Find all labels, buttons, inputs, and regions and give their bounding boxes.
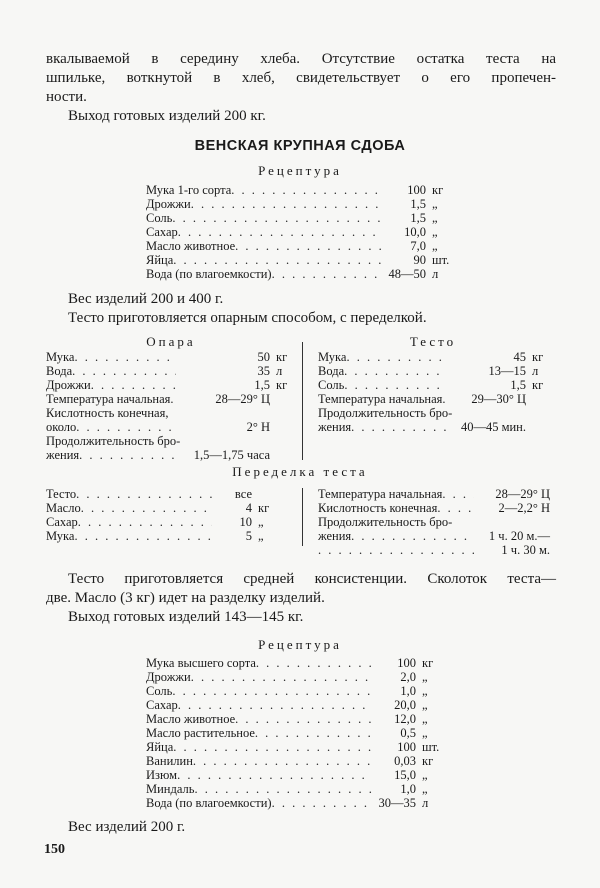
row-value: 10,0 [404, 225, 426, 239]
weight1: Вес изделий 200 и 400 г. [68, 291, 224, 307]
leader-dots [178, 698, 372, 712]
row-label: Яйца [146, 253, 174, 267]
row-label: Ванилин [146, 754, 193, 768]
table-row [146, 754, 452, 768]
table-row [146, 267, 462, 281]
row-value: 100 [397, 656, 416, 670]
testo-heading: Тесто [409, 334, 457, 349]
leader-dots [172, 211, 382, 225]
table-row [46, 515, 282, 529]
table-row [146, 197, 462, 211]
row-unit: кг [422, 656, 434, 670]
row-value: 28—29° Ц [215, 392, 270, 406]
method1: Тесто приготовляется опарным способом, с переделкой. [68, 310, 427, 326]
row-unit: л [276, 364, 283, 378]
row-label: Кислотность конечная [318, 501, 438, 515]
row-value: 1,5 [410, 197, 426, 211]
row-value: 2,0 [400, 670, 416, 684]
method2-line-1: Тесто приготовляется средней консистенции. Сколоток теста— [68, 571, 556, 587]
table-row [146, 253, 462, 267]
row-value: 5 [245, 529, 252, 543]
row-label: жения [318, 529, 352, 543]
leader-dots [256, 656, 372, 670]
table-row [318, 529, 550, 543]
table-row [146, 656, 452, 670]
row-value: 30—35 [378, 796, 416, 810]
leader-dots [442, 487, 474, 501]
leader-dots [191, 197, 382, 211]
row-value: 100 [397, 740, 416, 754]
column-divider-2 [302, 488, 303, 546]
table-row [46, 529, 282, 543]
row-value: 50 [257, 350, 270, 364]
row-value: 40—45 мин. [460, 420, 526, 434]
table-row [146, 712, 452, 726]
row-value: все [234, 487, 252, 501]
row-label: Кислотность конечная, [46, 406, 169, 420]
leader-dots [75, 350, 177, 364]
row-label: Яйца [146, 740, 174, 754]
leader-dots [272, 267, 382, 281]
table-row [46, 392, 296, 406]
row-label: Сахар [46, 515, 78, 529]
recipe2-heading: Рецептура [258, 637, 342, 652]
row-value: 90 [413, 253, 426, 267]
row-value: 0,5 [400, 726, 416, 740]
row-label: Изюм [146, 768, 178, 782]
leader-dots [91, 378, 176, 392]
page-number: 150 [44, 842, 65, 857]
row-unit: „ [432, 211, 438, 225]
recipe-title: ВЕНСКАЯ КРУПНАЯ СДОБА [194, 138, 406, 154]
method2-line-2: две. Масло (3 кг) идет на разделку изделий. [46, 590, 325, 606]
table-row [146, 684, 452, 698]
row-unit: „ [422, 670, 428, 684]
testo-table [318, 350, 550, 434]
table-row [318, 501, 550, 515]
table-row [318, 350, 550, 364]
row-unit: кг [276, 378, 288, 392]
table-row [46, 406, 296, 420]
leader-dots [437, 501, 474, 515]
table-row [146, 183, 462, 197]
row-value: 100 [407, 183, 426, 197]
table-row [318, 392, 550, 406]
row-unit: кг [532, 378, 544, 392]
row-value: 28—29° Ц [495, 487, 550, 501]
row-label: жения [318, 420, 352, 434]
row-unit: „ [422, 712, 428, 726]
row-value: 1,0 [400, 782, 416, 796]
row-value: 2° Н [246, 420, 270, 434]
row-unit: „ [422, 698, 428, 712]
row-value: 4 [245, 501, 252, 515]
row-unit: „ [432, 197, 438, 211]
row-label: Тесто [46, 487, 77, 501]
row-value: 10 [239, 515, 252, 529]
row-value: 7,0 [410, 239, 426, 253]
row-unit: „ [432, 239, 438, 253]
table-row [46, 434, 296, 448]
table-row [146, 670, 452, 684]
row-label: около [46, 420, 77, 434]
row-label: Мука [318, 350, 347, 364]
leader-dots [351, 420, 446, 434]
row-unit: „ [422, 726, 428, 740]
intro-line-1: вкалываемой в середину хлеба. Отсутствие остатка теста на [46, 51, 556, 67]
peredelka-left-table [46, 487, 282, 543]
leader-dots [76, 487, 212, 501]
row-label: Мука высшего сорта [146, 656, 256, 670]
row-label: Масло животное [146, 239, 236, 253]
peredelka-right-table [318, 487, 550, 557]
leader-dots [178, 225, 382, 239]
leader-dots [351, 529, 474, 543]
table-row [46, 487, 282, 501]
table-row [146, 768, 452, 782]
table-row [46, 378, 296, 392]
leader-dots [318, 543, 474, 557]
row-unit: кг [422, 754, 434, 768]
row-value: 2—2,2° Н [498, 501, 550, 515]
method2-yield: Выход готовых изделий 143—145 кг. [68, 609, 304, 625]
row-value: 35 [257, 364, 270, 378]
row-unit: „ [422, 684, 428, 698]
row-label: Масло [46, 501, 81, 515]
row-unit: кг [432, 183, 444, 197]
row-unit: „ [258, 515, 264, 529]
row-label: Дрожжи [146, 197, 191, 211]
table-row [318, 515, 550, 529]
row-value: 1,0 [400, 684, 416, 698]
row-unit: л [422, 796, 429, 810]
row-label: Вода [318, 364, 345, 378]
row-label: Вода (по влагоемкости) [146, 267, 272, 281]
leader-dots [344, 364, 446, 378]
row-label: Температура начальная [318, 487, 443, 501]
table-row [146, 698, 452, 712]
row-value: 29—30° Ц [471, 392, 526, 406]
row-label: Миндаль [146, 782, 195, 796]
table-row [46, 350, 296, 364]
row-label: Вода [46, 364, 73, 378]
table-row [46, 448, 296, 462]
leader-dots [347, 350, 447, 364]
weight2-paragraph [46, 818, 556, 837]
leader-dots [255, 726, 372, 740]
method1-paragraph [46, 290, 556, 328]
row-label: Мука [46, 529, 75, 543]
row-label: Сахар [146, 698, 178, 712]
column-divider [302, 342, 303, 460]
row-label: Соль [318, 378, 345, 392]
leader-dots [81, 501, 212, 515]
leader-dots [76, 420, 176, 434]
row-unit: „ [258, 529, 264, 543]
row-unit: кг [532, 350, 544, 364]
leader-dots [79, 448, 176, 462]
leader-dots [194, 782, 372, 796]
row-value: 1 ч. 30 м. [501, 543, 550, 557]
row-value: 20,0 [394, 698, 416, 712]
intro-yield: Выход готовых изделий 200 кг. [68, 108, 266, 124]
row-label: Мука [46, 350, 75, 364]
leader-dots [72, 364, 176, 378]
intro-line-3: ности. [46, 89, 87, 105]
leader-dots [78, 515, 212, 529]
row-label: Продолжительность бро- [318, 406, 453, 420]
table-row [318, 406, 550, 420]
table-row [46, 364, 296, 378]
row-label: Мука 1-го сорта [146, 183, 232, 197]
row-unit: л [432, 267, 439, 281]
leader-dots [191, 670, 372, 684]
weight2: Вес изделий 200 г. [68, 819, 186, 835]
table-row [146, 796, 452, 810]
table-row [46, 501, 282, 515]
table-row [318, 420, 550, 434]
opara-heading: Опара [146, 334, 196, 349]
row-value: 0,03 [394, 754, 416, 768]
row-label: Соль [146, 684, 173, 698]
table-row [146, 239, 462, 253]
leader-dots [173, 253, 382, 267]
row-value: 1,5 [254, 378, 270, 392]
row-unit: кг [276, 350, 288, 364]
row-label: Дрожжи [46, 378, 91, 392]
table-row [318, 364, 550, 378]
table-row [318, 487, 550, 501]
row-label: Масло растительное [146, 726, 255, 740]
row-label: Продолжительность бро- [318, 515, 453, 529]
row-value: 15,0 [394, 768, 416, 782]
leader-dots [231, 183, 382, 197]
row-label: Масло животное [146, 712, 236, 726]
recipe1-table [146, 183, 462, 281]
opara-table [46, 350, 296, 462]
row-label: Соль [146, 211, 173, 225]
row-label: Продолжительность бро- [46, 434, 181, 448]
row-value: 1,5 [410, 211, 426, 225]
row-label: Температура начальная [46, 392, 171, 406]
leader-dots [173, 740, 372, 754]
table-row [46, 420, 296, 434]
row-value: 1 ч. 20 м.— [488, 529, 550, 543]
method2-paragraph [46, 570, 556, 627]
intro-line-2: шпильке, воткнутой в хлеб, свидетельствует о его пропечен- [46, 70, 556, 86]
row-unit: „ [422, 768, 428, 782]
row-value: 1,5—1,75 часа [193, 448, 270, 462]
table-row [318, 543, 550, 557]
leader-dots [235, 712, 372, 726]
table-row [146, 726, 452, 740]
peredelka-heading: Переделка теста [232, 464, 368, 479]
row-value: 1,5 [510, 378, 526, 392]
leader-dots [75, 529, 213, 543]
table-row [146, 740, 452, 754]
row-value: 48—50 [388, 267, 426, 281]
row-value: 12,0 [394, 712, 416, 726]
row-label: Дрожжи [146, 670, 191, 684]
row-value: 13—15 [488, 364, 526, 378]
table-row [318, 378, 550, 392]
row-value: 45 [513, 350, 526, 364]
leader-dots [272, 796, 372, 810]
row-unit: шт. [422, 740, 440, 754]
table-row [146, 225, 462, 239]
row-unit: шт. [432, 253, 450, 267]
leader-dots [172, 684, 372, 698]
row-label: Вода (по влагоемкости) [146, 796, 272, 810]
recipe2-table [146, 656, 452, 810]
row-unit: „ [432, 225, 438, 239]
row-unit: „ [422, 782, 428, 796]
recipe1-heading: Рецептура [258, 163, 342, 178]
leader-dots [235, 239, 382, 253]
row-unit: кг [258, 501, 270, 515]
row-label: Сахар [146, 225, 178, 239]
leader-dots [344, 378, 446, 392]
row-label: жения [46, 448, 80, 462]
leader-dots [177, 768, 372, 782]
leader-dots [193, 754, 372, 768]
table-row [146, 782, 452, 796]
table-row [146, 211, 462, 225]
intro-paragraph [46, 50, 556, 126]
row-label: Температура начальная [318, 392, 443, 406]
row-unit: л [532, 364, 539, 378]
